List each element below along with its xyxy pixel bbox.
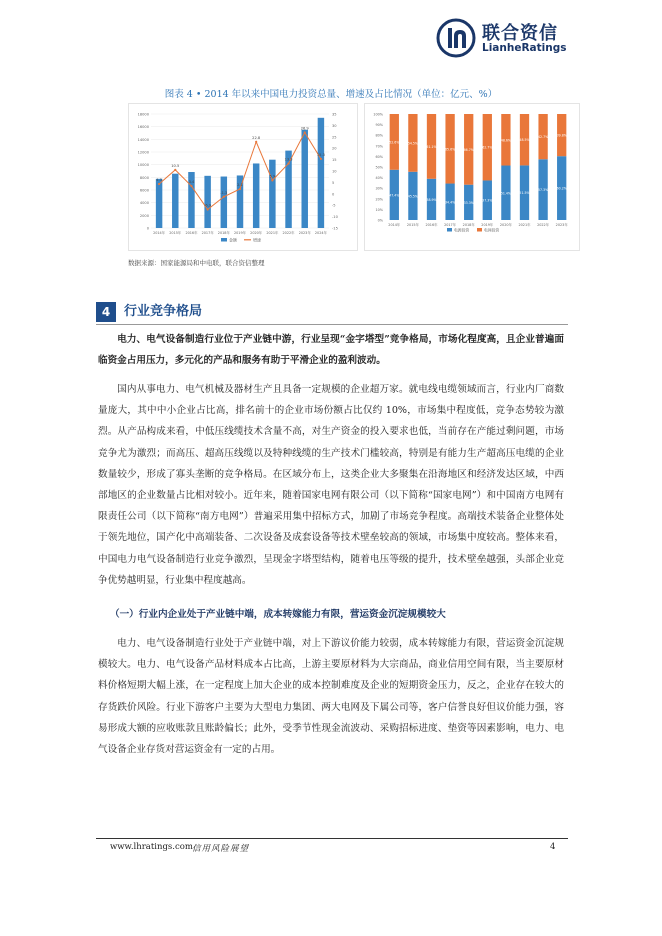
- power-grid-data-label: 65.6%: [445, 147, 456, 152]
- y-tick-label: 90%: [375, 123, 383, 128]
- power-grid-data-label: 39.8%: [556, 133, 567, 138]
- growth-point: [271, 179, 273, 181]
- page-number: 4: [550, 842, 556, 852]
- growth-point: [239, 188, 241, 190]
- legend-label-growth: 增速: [253, 237, 261, 243]
- growth-data-label: 2.1: [237, 183, 243, 188]
- x-tick-label: 2022年: [537, 223, 550, 227]
- subsection-heading: （一）行业内企业处于产业链中端，成本转嫁能力有限，营运资金沉淀规模较大: [110, 609, 446, 620]
- y-left-tick-label: 18000: [137, 112, 149, 117]
- growth-point: [174, 169, 176, 171]
- y-left-tick-label: 0: [146, 226, 149, 231]
- growth-data-label: 10.5: [171, 163, 180, 168]
- legend-label-power-grid: 电网投资: [484, 227, 500, 233]
- x-tick-label: 2023年: [555, 223, 568, 227]
- y-tick-label: 60%: [375, 154, 383, 159]
- x-tick-label: 2020年: [499, 223, 512, 227]
- investment-amount-chart-svg: [129, 104, 357, 250]
- y-tick-label: 50%: [375, 165, 383, 170]
- y-right-tick-label: -5: [332, 203, 336, 208]
- investment-share-chart-svg: [365, 104, 579, 250]
- growth-data-label: -1.3: [220, 190, 228, 195]
- x-tick-label: 2019年: [233, 231, 247, 235]
- legend-swatch-power-source: [447, 228, 452, 232]
- power-source-data-label: 34.4%: [445, 200, 456, 205]
- growth-data-label: 3.4: [188, 180, 195, 185]
- y-left-tick-label: 6000: [139, 188, 149, 193]
- x-tick-label: 2015年: [406, 223, 419, 227]
- amount-bar: [253, 163, 259, 228]
- power-source-data-label: 51.5%: [519, 191, 530, 196]
- footer-slogan: 信用风险展望: [192, 844, 250, 854]
- data-source-note: 数据来源：国家能源局和中电联，联合资信整理: [128, 259, 265, 267]
- power-source-data-label: 38.9%: [426, 197, 437, 202]
- amount-bar: [285, 151, 291, 228]
- y-right-tick-label: 15: [332, 158, 337, 163]
- investment-amount-chart: [128, 103, 358, 251]
- y-right-tick-label: 0: [332, 192, 335, 197]
- amount-bar: [172, 174, 178, 228]
- growth-data-label: 4.3: [156, 177, 162, 182]
- lead-paragraph: 电力、电气设备制造行业位于产业链中游，行业呈现“金字塔型”竞争格局，市场化程度高，且企业普遍面临资金占用压力，多元化的产品和服务有助于平滑企业的盈利波动。: [98, 334, 564, 367]
- amount-bar: [221, 177, 227, 228]
- legend-label-power-source: 电源投资: [454, 227, 470, 233]
- x-tick-label: 2024年: [314, 231, 327, 235]
- power-grid-data-label: 48.5%: [519, 138, 530, 143]
- investment-share-chart: [364, 103, 580, 251]
- power-source-data-label: 57.3%: [538, 188, 549, 193]
- growth-data-label: 13.3: [284, 157, 293, 162]
- growth-point: [207, 208, 209, 210]
- power-grid-data-label: 61.1%: [426, 144, 437, 149]
- figure-caption: 图表 4 • 2014 年以来中国电力投资总量、增速及占比情况（单位：亿元、%）: [164, 89, 498, 100]
- lianhe-logo: [436, 18, 566, 58]
- growth-point: [320, 158, 322, 160]
- y-tick-label: 80%: [375, 133, 383, 138]
- amount-bar: [269, 160, 275, 228]
- section-title: 行业竞争格局: [124, 304, 203, 319]
- x-tick-label: 2021年: [518, 223, 531, 227]
- power-grid-data-label: 48.6%: [500, 138, 511, 143]
- power-source-data-label: 37.3%: [482, 198, 493, 203]
- x-tick-label: 2021年: [266, 231, 279, 235]
- growth-data-label: -6.9: [204, 203, 212, 208]
- y-left-tick-label: 10000: [137, 163, 149, 168]
- y-right-tick-label: -15: [332, 226, 338, 231]
- y-right-tick-label: 35: [332, 112, 337, 117]
- legend-label-amount: 金额: [229, 237, 237, 243]
- power-grid-data-label: 54.5%: [407, 141, 418, 146]
- y-tick-label: 10%: [375, 207, 383, 212]
- logo-english-name: LianheRatings: [482, 42, 567, 54]
- x-tick-label: 2016年: [425, 223, 438, 227]
- y-tick-label: 70%: [375, 144, 383, 149]
- section-heading: [96, 300, 568, 325]
- x-tick-label: 2014年: [153, 231, 166, 235]
- y-right-tick-label: 5: [332, 180, 335, 185]
- x-tick-label: 2018年: [462, 223, 475, 227]
- growth-point: [304, 131, 306, 133]
- y-right-tick-label: -10: [332, 215, 338, 220]
- y-left-tick-label: 16000: [137, 125, 149, 130]
- power-source-data-label: 47.4%: [389, 193, 400, 198]
- power-grid-data-label: 52.6%: [389, 140, 400, 145]
- y-left-tick-label: 12000: [137, 150, 149, 155]
- x-tick-label: 2018年: [217, 231, 230, 235]
- y-tick-label: 30%: [375, 186, 383, 191]
- power-source-data-label: 45.5%: [407, 194, 418, 199]
- x-tick-label: 2022年: [282, 231, 295, 235]
- x-tick-label: 2020年: [250, 231, 263, 235]
- growth-point: [223, 196, 225, 198]
- x-tick-label: 2017年: [201, 231, 214, 235]
- amount-bar: [318, 118, 324, 228]
- footer-website-link[interactable]: www.lhratings.com: [110, 842, 193, 852]
- growth-point: [287, 162, 289, 164]
- amount-bar: [156, 179, 162, 228]
- y-left-tick-label: 2000: [139, 213, 149, 218]
- y-tick-label: 40%: [375, 176, 383, 181]
- section-number: 4: [96, 302, 116, 322]
- x-tick-label: 2017年: [444, 223, 457, 227]
- y-right-tick-label: 20: [332, 146, 337, 151]
- growth-point: [158, 183, 160, 185]
- y-tick-label: 100%: [373, 112, 383, 117]
- y-tick-label: 20%: [375, 197, 383, 202]
- growth-data-label: 5.9: [269, 174, 276, 179]
- power-source-data-label: 60.2%: [556, 186, 567, 191]
- amount-bar: [204, 176, 210, 228]
- lianhe-logo-icon: [436, 18, 476, 58]
- x-tick-label: 2016年: [185, 231, 198, 235]
- growth-point: [255, 141, 257, 143]
- growth-data-label: 22.8: [252, 135, 261, 140]
- y-tick-label: 0%: [377, 218, 383, 223]
- y-right-tick-label: 30: [332, 123, 337, 128]
- legend-swatch-power-grid: [477, 228, 482, 232]
- power-source-data-label: 33.3%: [463, 200, 474, 205]
- y-right-tick-label: 25: [332, 135, 337, 140]
- x-tick-label: 2015年: [169, 231, 182, 235]
- x-tick-label: 2023年: [298, 231, 311, 235]
- amount-bar: [301, 130, 307, 228]
- body-paragraph-1: 国内从事电力、电气机械及器材生产且具备一定规模的企业超万家。就电线电缆领域而言，行业内厂商数量庞大，其中中小企业占比高，排名前十的企业市场份额占比仅约 10%，市场集中程度低，竞争态势较为激烈。从产品构成来看，中低压线缆技术含量不高，对生产资金的投入要求也低，当前存在产能过剩问题，市场竞争尤为激烈；而高压、超高压线缆以及特种线缆的生产技术门槛较高，特别是有能力生产超高压电缆的企业数量较少，形成了寡头垄断的竞争格局。在区域分布上，这类企业大多聚集在沿海地区和经济发达区域，中西部地区的企业数量占比相对较小。近年来，随着国家电网有限公司（以下简称“国家电网”）和中国南方电网有限责任公司（以下简称“南方电网”）普遍采用集中招标方式，加剧了市场竞争程度。高端技术装备企业整体处于领先地位，国产化中高端装备、二次设备及成套设备等技术壁垒较高的领域，市场集中度较高。整体来看，中国电力电气设备制造行业竞争激烈，呈现金字塔型结构，随着电压等级的提升，技术壁垒越强，头部企业竞争优势越明显，行业集中程度越高。: [98, 384, 564, 586]
- y-left-tick-label: 4000: [139, 201, 149, 206]
- legend-swatch-amount: [221, 238, 227, 242]
- power-grid-data-label: 42.7%: [538, 135, 549, 140]
- power-source-data-label: 51.4%: [500, 191, 511, 196]
- growth-data-label: 15.3: [316, 152, 325, 157]
- footer-divider: [96, 838, 568, 839]
- y-left-tick-label: 14000: [137, 137, 149, 142]
- body-paragraph-2: 电力、电气设备制造行业处于产业链中端，对上下游议价能力较弱，成本转嫁能力有限，营运资金沉淀规模较大。电力、电气设备产品材料成本占比高，上游主要原材料为大宗商品，商业信用空间有限，当主要原材料价格短期大幅上涨，在一定程度上加大企业的成本控制难度及企业的短期资金压力，反之，企业存在较大的存货跌价风险。行业下游客户主要为大型电力集团、两大电网及下属公司等，客户信誉良好但议价能力强，容易形成大额的应收账款且账龄偏长；此外，受季节性现金流波动、采购招标进度、垫资等因素影响，电力、电气设备企业存货对营运资金有一定的占用。: [98, 638, 564, 756]
- x-tick-label: 2019年: [481, 223, 494, 227]
- logo-chinese-name: 联合资信: [482, 23, 558, 44]
- y-left-tick-label: 8000: [139, 175, 149, 180]
- y-right-tick-label: 10: [332, 169, 337, 174]
- x-tick-label: 2014年: [388, 223, 401, 227]
- growth-data-label: 26.9: [300, 126, 309, 131]
- growth-point: [190, 185, 192, 187]
- power-grid-data-label: 62.7%: [482, 145, 493, 150]
- power-grid-data-label: 66.7%: [463, 147, 474, 152]
